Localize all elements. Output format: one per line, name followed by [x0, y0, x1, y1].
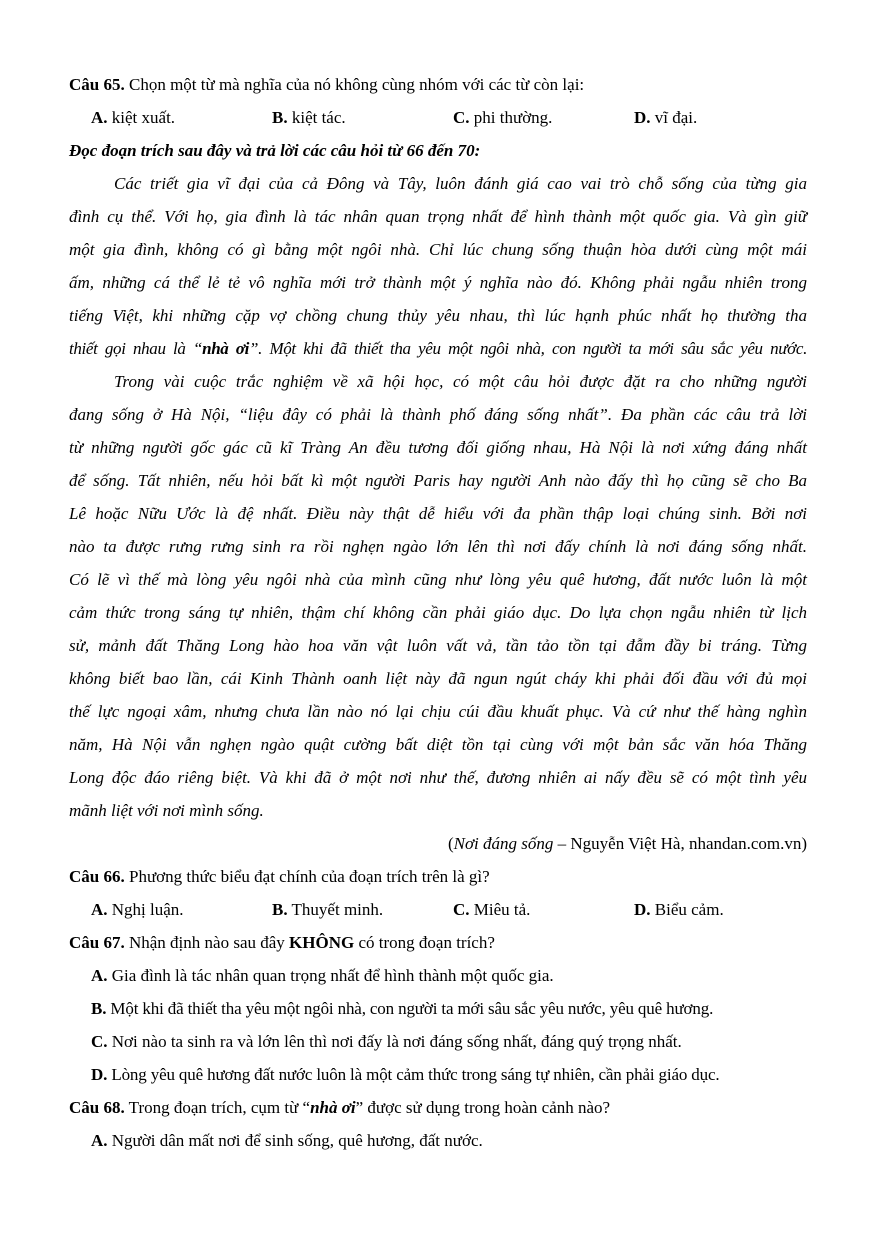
passage-line: từ những người gốc gác cũ kĩ Tràng An đều tương đối giống nhau, Hà Nội là nơi xứng đáng nhất	[69, 438, 807, 457]
reading-passage	[69, 167, 807, 827]
question-label: Câu 67.	[69, 933, 125, 952]
answer-b[interactable]: B. Một khi đã thiết tha yêu một ngôi nhà, con người ta mới sâu sắc yêu nước, yêu quê hương.	[91, 999, 714, 1018]
passage-line: thiết gọi nhau là “nhà ơi”. Một khi đã thiết tha yêu một ngôi nhà, con người ta mới sâu sắc yêu nước.	[69, 339, 807, 358]
passage-line: tiếng Việt, khi những cặp vợ chồng chung thủy yêu nhau, thì lúc hạnh phúc nhất họ thường tha	[69, 306, 807, 325]
emphasis-nha-oi: nhà ơi	[202, 339, 250, 358]
emphasis-khong: KHÔNG	[289, 933, 355, 952]
answer-a[interactable]: A. Người dân mất nơi để sinh sống, quê hương, đất nước.	[91, 1131, 483, 1150]
question-66-options	[69, 893, 807, 926]
answer-a[interactable]: A. Gia đình là tác nhân quan trọng nhất để hình thành một quốc gia.	[91, 966, 554, 985]
option-a[interactable]: A. Nghị luận.	[91, 900, 184, 919]
passage-line: ấm, những cá thể lẻ tẻ vô nghĩa mới trở thành một ý nghĩa nào đó. Không phải ngẫu nhiên trong	[69, 273, 807, 292]
passage-line: Trong vài cuộc trắc nghiệm về xã hội học, có một câu hỏi được đặt ra cho những người	[114, 372, 807, 391]
question-66	[69, 860, 807, 893]
passage-line: không biết bao lần, cái Kinh Thành oanh liệt này đã ngun ngút cháy khi phải đối đầu với đủ mọi	[69, 669, 807, 688]
passage-line: mãnh liệt với nơi mình sống.	[69, 801, 264, 820]
option-d[interactable]: D. vĩ đại.	[634, 108, 698, 127]
question-text: Chọn một từ mà nghĩa của nó không cùng nhóm với các từ còn lại:	[124, 75, 585, 94]
question-label: Câu 66.	[69, 867, 125, 886]
option-b[interactable]: B. kiệt tác.	[272, 108, 346, 127]
question-68: Câu 68. Trong đoạn trích, cụm từ “nhà ơi” được sử dụng trong hoàn cảnh nào?	[69, 1098, 611, 1117]
option-b[interactable]: B. Thuyết minh.	[272, 900, 384, 919]
question-label: Câu 65.	[69, 75, 125, 94]
question-label: Câu 68.	[69, 1098, 125, 1117]
passage-line: đang sống ở Hà Nội, “liệu đây có phải là thành phố đáng sống nhất”. Đa phần các câu trả lời	[69, 405, 807, 424]
emphasis-nha-oi: nhà ơi	[310, 1098, 356, 1117]
reading-instruction: Đọc đoạn trích sau đây và trả lời các câu hỏi từ 66 đến 70:	[69, 141, 481, 160]
passage-line: một gia đình, không có gì bằng một ngôi nhà. Chỉ lúc chung sống thuận hòa dưới cùng một mái	[69, 240, 807, 259]
answer-d[interactable]: D. Lòng yêu quê hương đất nước luôn là một cảm thức trong sáng tự nhiên, cần phải giáo dục.	[91, 1065, 720, 1084]
passage-line: nào ta được rưng rưng sinh ra rồi nghẹn ngào lớn lên thì nơi đấy chính là nơi đáng sống nhất.	[69, 537, 807, 556]
option-c[interactable]: C. Miêu tả.	[453, 900, 531, 919]
passage-source: (Nơi đáng sống – Nguyễn Việt Hà, nhandan.com.vn)	[447, 834, 807, 853]
passage-line: sử, mảnh đất Thăng Long hào hoa văn vật luôn vất vả, tần tảo tồn tại đẫm đầy bi tráng. Từng	[69, 636, 807, 655]
passage-line: thế lực ngoại xâm, nhưng chưa lần nào nó lại chịu cúi đầu khuất phục. Và cứ như thế hàng nghìn	[69, 702, 807, 721]
option-c[interactable]: C. phi thường.	[453, 108, 553, 127]
passage-line: Long độc đáo riêng biệt. Và khi đã ở một nơi như thế, đương nhiên ai nấy đều sẽ có một tình yêu	[69, 768, 807, 787]
passage-line: đình cụ thể. Với họ, gia đình là tác nhân quan trọng nhất để hình thành một quốc gia. Và gìn giữ	[69, 207, 807, 226]
passage-line: Có lẽ vì thế mà lòng yêu ngôi nhà của mình cũng như lòng yêu quê hương, đất nước luôn là một	[69, 570, 807, 589]
option-a[interactable]: A. kiệt xuất.	[91, 108, 176, 127]
source-title: Nơi đáng sống	[453, 834, 554, 853]
answer-c[interactable]: C. Nơi nào ta sinh ra và lớn lên thì nơi đấy là nơi đáng sống nhất, đáng quý trọng nhất.	[91, 1032, 682, 1051]
passage-line: Các triết gia vĩ đại của cả Đông và Tây, luôn đánh giá cao vai trò chỗ sống của từng gia	[114, 174, 807, 193]
option-d[interactable]: D. Biểu cảm.	[634, 900, 724, 919]
passage-line: Lê hoặc Nữu Ước là đệ nhất. Điều này thật dễ hiểu với đa phần thập loại chúng sinh. Bởi nơi	[69, 504, 807, 523]
passage-line: để sống. Tất nhiên, nếu hỏi bất kì một người Paris hay người Anh nào đấy thì họ cũng sẽ cho Ba	[69, 471, 807, 490]
question-65-options	[69, 101, 807, 134]
exam-page	[69, 68, 807, 1157]
question-text: Phương thức biểu đạt chính của đoạn trích trên là gì?	[124, 867, 490, 886]
passage-line: năm, Hà Nội vẫn nghẹn ngào quật cường bất diệt tồn tại cùng với một bản sắc văn hóa Thăng	[69, 735, 807, 754]
passage-line: cảm thức trong sáng tự nhiên, thậm chí không cần phải giáo dục. Do lựa chọn ngẫu nhiên từ lịch	[69, 603, 807, 622]
question-67: Câu 67. Nhận định nào sau đây KHÔNG có trong đoạn trích?	[69, 933, 495, 952]
question-65	[69, 68, 807, 101]
